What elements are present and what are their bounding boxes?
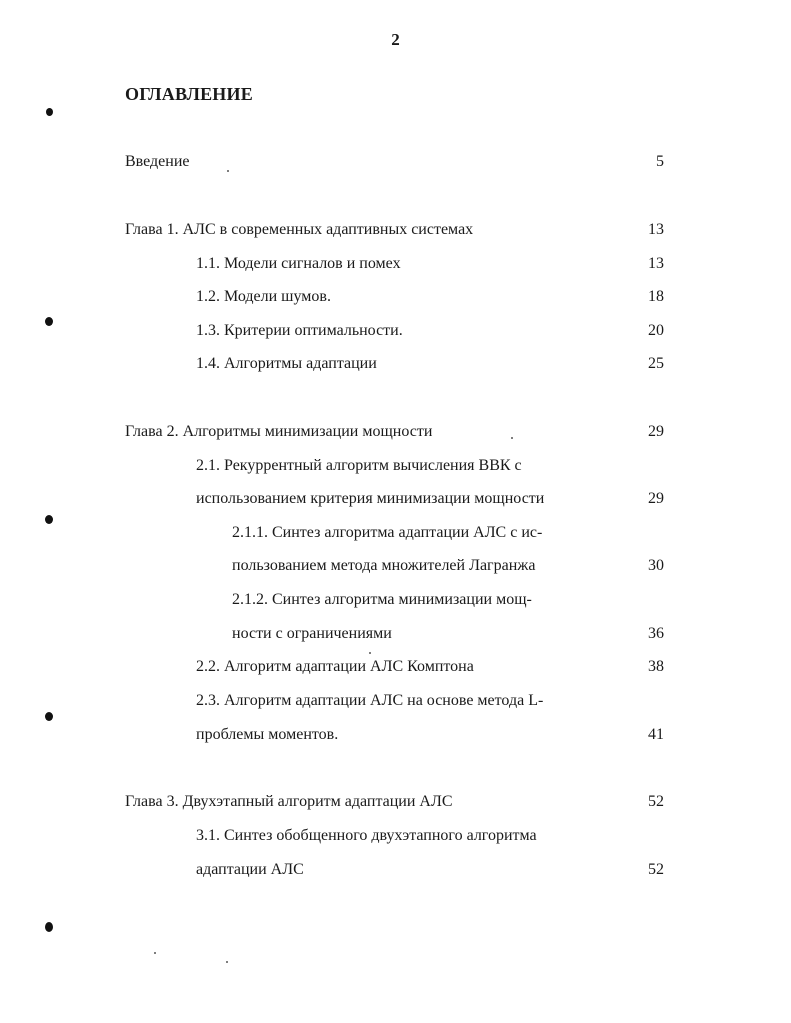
toc-entry-2-1-1-line2: пользованием метода множителей Лагранжа <box>232 557 536 574</box>
scan-speck <box>154 952 156 954</box>
toc-page-intro: 5 <box>656 153 664 170</box>
toc-page-chapter-2: 29 <box>648 423 664 440</box>
toc-entry-2-1-2-line1: 2.1.2. Синтез алгоритма минимизации мощ- <box>232 591 532 608</box>
scan-speck <box>511 437 513 439</box>
toc-page-2-2: 38 <box>648 658 664 675</box>
toc-page-1-4: 25 <box>648 355 664 372</box>
toc-entry-2-1-1-line1: 2.1.1. Синтез алгоритма адаптации АЛС с ис- <box>232 524 543 541</box>
scan-speck <box>369 652 371 654</box>
toc-entry-chapter-1: Глава 1. АЛС в современных адаптивных системах <box>125 221 474 238</box>
toc-entry-2-1-line1: 2.1. Рекуррентный алгоритм вычисления ВВК с <box>196 457 522 474</box>
toc-entry-intro: Введение <box>125 153 190 170</box>
toc-page-3-1: 52 <box>648 861 664 878</box>
binding-hole-mark <box>45 712 53 721</box>
toc-page-1-1: 13 <box>648 255 664 272</box>
toc-page-2-3: 41 <box>648 726 664 743</box>
toc-page-2-1-1: 30 <box>648 557 664 574</box>
toc-page-2-1: 29 <box>648 490 664 507</box>
binding-hole-mark <box>46 108 53 116</box>
toc-entry-1-2: 1.2. Модели шумов. <box>196 288 331 305</box>
toc-entry-3-1-line1: 3.1. Синтез обобщенного двухэтапного алгоритма <box>196 827 537 844</box>
binding-hole-mark <box>45 515 53 524</box>
page-number: 2 <box>391 30 400 49</box>
toc-entry-1-4: 1.4. Алгоритмы адаптации <box>196 355 377 372</box>
toc-entry-chapter-2: Глава 2. Алгоритмы минимизации мощности <box>125 423 433 440</box>
toc-page-1-2: 18 <box>648 288 664 305</box>
toc-entry-3-1-line2: адаптации АЛС <box>196 861 304 878</box>
toc-entry-2-3-line2: проблемы моментов. <box>196 726 339 743</box>
toc-entry-1-3: 1.3. Критерии оптимальности. <box>196 322 403 339</box>
toc-entry-2-3-line1: 2.3. Алгоритм адаптации АЛС на основе метода L- <box>196 692 544 709</box>
toc-entry-chapter-3: Глава 3. Двухэтапный алгоритм адаптации АЛС <box>125 793 453 810</box>
toc-page-chapter-3: 52 <box>648 793 664 810</box>
toc-heading: ОГЛАВЛЕНИЕ <box>125 84 253 104</box>
toc-page-2-1-2: 36 <box>648 625 664 642</box>
toc-entry-2-1-2-line2: ности с ограничениями <box>232 625 392 642</box>
binding-hole-mark <box>45 317 53 326</box>
toc-page-chapter-1: 13 <box>648 221 664 238</box>
toc-entry-2-1-line2: использованием критерия минимизации мощности <box>196 490 545 507</box>
toc-page-1-3: 20 <box>648 322 664 339</box>
toc-entry-1-1: 1.1. Модели сигналов и помех <box>196 255 401 272</box>
binding-hole-mark <box>45 922 53 932</box>
scan-speck <box>227 170 229 172</box>
toc-entry-2-2: 2.2. Алгоритм адаптации АЛС Комптона <box>196 658 474 675</box>
scan-speck <box>226 961 228 963</box>
